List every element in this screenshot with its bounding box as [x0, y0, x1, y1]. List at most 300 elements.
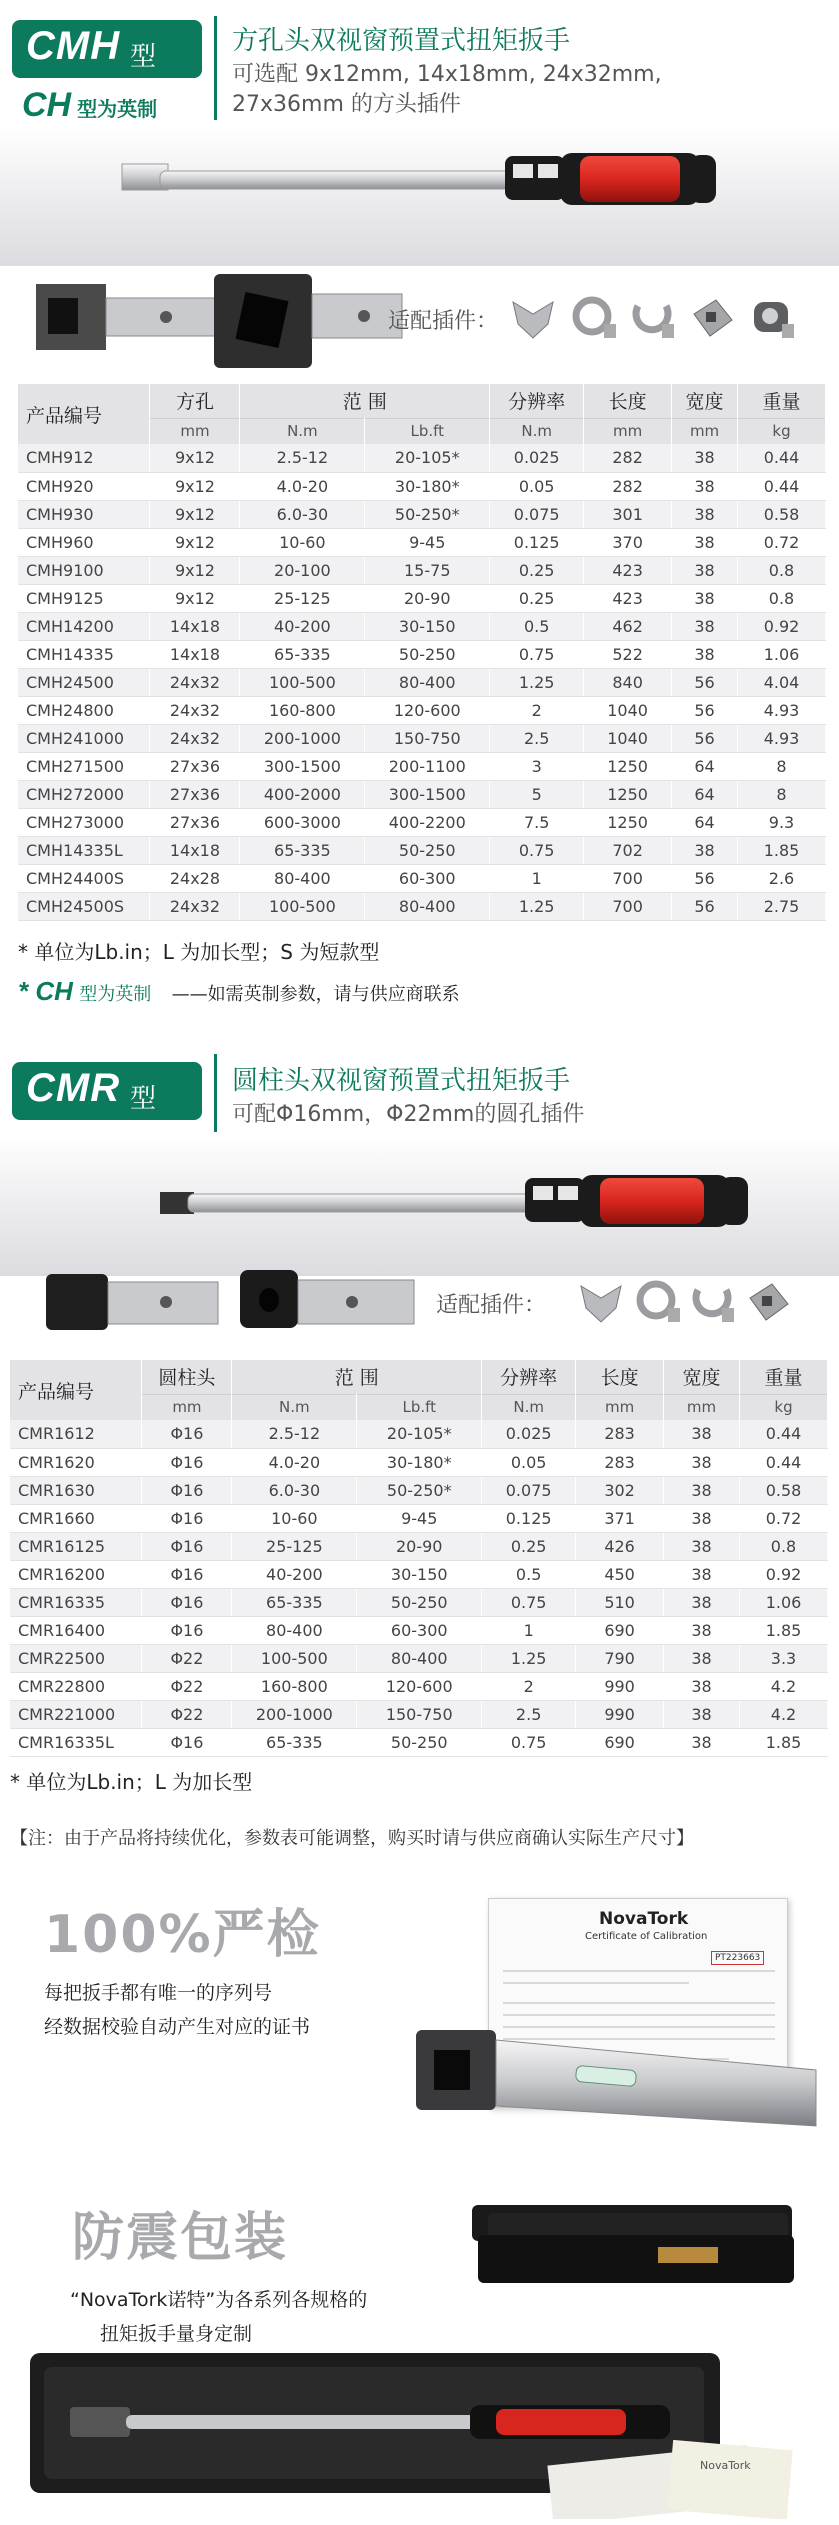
- table-cell: 100-500: [240, 668, 365, 696]
- table-cell: 423: [584, 556, 672, 584]
- table-cell: 80-400: [240, 864, 365, 892]
- table-cell: 0.44: [738, 472, 826, 500]
- table-cell: 38: [672, 836, 738, 864]
- model-cell: CMR16400: [10, 1616, 142, 1644]
- table-cell: 0.25: [490, 556, 584, 584]
- table-row: [18, 836, 826, 864]
- table-row: [18, 500, 826, 528]
- table-row: [10, 1560, 828, 1588]
- table-cell: 0.75: [490, 836, 584, 864]
- model-cell: CMR1630: [10, 1476, 142, 1504]
- table-cell: 38: [664, 1644, 740, 1672]
- model-cell: CMR1660: [10, 1504, 142, 1532]
- table-cell: 282: [584, 472, 672, 500]
- model-cell: CMH24500S: [18, 892, 150, 920]
- table-cell: 522: [584, 640, 672, 668]
- table-cell: 1.25: [482, 1644, 576, 1672]
- table-cell: 0.58: [740, 1476, 828, 1504]
- table-cell: 0.58: [738, 500, 826, 528]
- table-cell: 40-200: [240, 612, 365, 640]
- table-cell: 38: [672, 556, 738, 584]
- table-cell: 20-105*: [365, 444, 490, 472]
- table-cell: 9x12: [150, 444, 240, 472]
- table-cell: 25-125: [232, 1532, 357, 1560]
- table-row: [10, 1700, 828, 1728]
- table-cell: 50-250: [365, 640, 490, 668]
- table-cell: 64: [672, 752, 738, 780]
- table-row: [10, 1448, 828, 1476]
- table-row: [18, 612, 826, 640]
- table-cell: 4.04: [738, 668, 826, 696]
- table-cell: 56: [672, 724, 738, 752]
- table-cell: 370: [584, 528, 672, 556]
- model-cell: CMH272000: [18, 780, 150, 808]
- table-row: [18, 780, 826, 808]
- table-cell: Φ16: [142, 1476, 232, 1504]
- packaging-line-1: “NovaTork诺特”为各系列各规格的: [70, 2289, 368, 2311]
- table-cell: 990: [576, 1672, 664, 1700]
- cmr-section: [0, 1040, 839, 1800]
- table-row: [18, 752, 826, 780]
- table-cell: 690: [576, 1728, 664, 1756]
- table-cell: Φ16: [142, 1728, 232, 1756]
- table-cell: 2.5: [482, 1700, 576, 1728]
- ring-insert-icon: [568, 294, 618, 344]
- table-row: [18, 640, 826, 668]
- cmh-unit-note: * 单位为Lb.in；L 为加长型；S 为短款型: [18, 940, 380, 964]
- table-cell: 38: [664, 1700, 740, 1728]
- table-cell: 1250: [584, 780, 672, 808]
- model-cell: CMH14200: [18, 612, 150, 640]
- table-cell: 65-335: [240, 640, 365, 668]
- table-cell: 38: [664, 1560, 740, 1588]
- table-cell: 65-335: [240, 836, 365, 864]
- col-header-square-hole: 方孔: [150, 384, 240, 418]
- divider: [214, 16, 217, 120]
- table-cell: 38: [664, 1532, 740, 1560]
- packaging-line-2: 扭矩扳手量身定制: [100, 2323, 253, 2345]
- cmr-badge-code: CMR: [26, 1066, 121, 1110]
- cmh-section: [0, 0, 839, 980]
- model-cell: CMR22800: [10, 1672, 142, 1700]
- table-row: [18, 528, 826, 556]
- table-cell: 15-75: [365, 556, 490, 584]
- certificate-brand: NovaTork: [599, 1909, 689, 1929]
- table-cell: 56: [672, 864, 738, 892]
- table-cell: 0.44: [740, 1420, 828, 1448]
- table-cell: 65-335: [232, 1728, 357, 1756]
- table-cell: 160-800: [240, 696, 365, 724]
- table-cell: 40-200: [232, 1560, 357, 1588]
- table-row: [10, 1420, 828, 1448]
- table-row: [18, 444, 826, 472]
- table-cell: 0.75: [482, 1588, 576, 1616]
- table-cell: 690: [576, 1616, 664, 1644]
- closed-case-photo: [468, 2195, 798, 2325]
- col-header-length: 长度: [584, 384, 672, 418]
- table-cell: 790: [576, 1644, 664, 1672]
- table-cell: 38: [664, 1504, 740, 1532]
- table-cell: 56: [672, 892, 738, 920]
- cmh-badge-suffix: 型: [130, 42, 157, 72]
- model-cell: CMH271500: [18, 752, 150, 780]
- table-cell: 50-250: [357, 1588, 482, 1616]
- table-cell: 371: [576, 1504, 664, 1532]
- col-header-range: 范 围: [232, 1360, 482, 1394]
- table-cell: 1: [490, 864, 584, 892]
- table-cell: 20-90: [365, 584, 490, 612]
- table-row: [10, 1532, 828, 1560]
- model-cell: CMH24400S: [18, 864, 150, 892]
- divider: [214, 1054, 217, 1132]
- table-cell: 702: [584, 836, 672, 864]
- model-cell: CMH14335: [18, 640, 150, 668]
- unit-header: mm: [576, 1394, 664, 1420]
- ch-note-code: * CH: [18, 976, 73, 1006]
- table-cell: 1.85: [740, 1728, 828, 1756]
- cmh-wrench-photo: [0, 126, 839, 266]
- table-cell: 0.44: [738, 444, 826, 472]
- table-cell: 0.92: [740, 1560, 828, 1588]
- cmh-subtitle-1: 可选配 9x12mm, 14x18mm, 24x32mm,: [232, 62, 662, 87]
- unit-header: N.m: [490, 418, 584, 444]
- table-cell: 65-335: [232, 1588, 357, 1616]
- table-cell: 0.8: [738, 556, 826, 584]
- table-cell: 38: [672, 528, 738, 556]
- table-cell: 510: [576, 1588, 664, 1616]
- ratchet-insert-icon: [748, 294, 798, 344]
- table-row: [10, 1672, 828, 1700]
- cmh-badge: [12, 20, 202, 78]
- table-cell: 56: [672, 668, 738, 696]
- table-cell: 0.125: [482, 1504, 576, 1532]
- table-row: [18, 808, 826, 836]
- table-cell: Φ22: [142, 1700, 232, 1728]
- packaging-section: [0, 2195, 839, 2525]
- model-cell: CMR22500: [10, 1644, 142, 1672]
- table-cell: 200-1000: [240, 724, 365, 752]
- table-cell: 30-150: [357, 1560, 482, 1588]
- table-row: [18, 668, 826, 696]
- wrench-head-closeup: [396, 2010, 836, 2170]
- table-cell: Φ16: [142, 1560, 232, 1588]
- col-header-resolution: 分辨率: [490, 384, 584, 418]
- table-cell: 600-3000: [240, 808, 365, 836]
- table-cell: 38: [664, 1476, 740, 1504]
- table-cell: 9-45: [357, 1504, 482, 1532]
- ch-imperial-label: [22, 86, 157, 125]
- model-cell: CMR16335L: [10, 1728, 142, 1756]
- table-cell: 0.5: [490, 612, 584, 640]
- table-cell: 38: [672, 472, 738, 500]
- table-cell: 1040: [584, 696, 672, 724]
- table-cell: 0.92: [738, 612, 826, 640]
- cylinder-head-icon: [46, 1264, 226, 1344]
- table-cell: 0.025: [490, 444, 584, 472]
- table-cell: 24x32: [150, 724, 240, 752]
- cmr-subtitle: 可配Φ16mm，Φ22mm的圆孔插件: [232, 1102, 585, 1127]
- table-cell: 0.72: [740, 1504, 828, 1532]
- model-cell: CMH960: [18, 528, 150, 556]
- table-cell: Φ16: [142, 1504, 232, 1532]
- table-cell: 160-800: [232, 1672, 357, 1700]
- table-cell: 9.3: [738, 808, 826, 836]
- flare-nut-insert-icon: [628, 294, 678, 344]
- case-tag: NovaTork: [700, 2459, 751, 2472]
- table-cell: 2: [482, 1672, 576, 1700]
- table-cell: 2.5: [490, 724, 584, 752]
- unit-header: kg: [738, 418, 826, 444]
- table-cell: 426: [576, 1532, 664, 1560]
- table-cell: 14x18: [150, 640, 240, 668]
- table-cell: 301: [584, 500, 672, 528]
- cmr-unit-note: * 单位为Lb.in；L 为加长型: [10, 1770, 253, 1794]
- table-cell: 6.0-30: [232, 1476, 357, 1504]
- table-cell: 4.2: [740, 1700, 828, 1728]
- table-cell: 38: [672, 444, 738, 472]
- ch-imperial-note: [18, 976, 460, 1007]
- table-cell: 2.5-12: [240, 444, 365, 472]
- table-cell: 120-600: [365, 696, 490, 724]
- table-cell: 1.25: [490, 892, 584, 920]
- table-cell: 27x36: [150, 808, 240, 836]
- table-row: [10, 1616, 828, 1644]
- model-cell: CMH241000: [18, 724, 150, 752]
- table-cell: 38: [672, 500, 738, 528]
- col-header-cylinder-head: 圆柱头: [142, 1360, 232, 1394]
- table-cell: 14x18: [150, 612, 240, 640]
- model-cell: CMH24500: [18, 668, 150, 696]
- table-cell: 4.0-20: [232, 1448, 357, 1476]
- table-cell: 64: [672, 808, 738, 836]
- unit-header: Lb.ft: [365, 418, 490, 444]
- table-cell: 8: [738, 780, 826, 808]
- table-cell: 14x18: [150, 836, 240, 864]
- table-cell: 38: [664, 1448, 740, 1476]
- model-cell: CMH9125: [18, 584, 150, 612]
- table-cell: 2: [490, 696, 584, 724]
- disclaimer-note: 【注：由于产品将持续优化，参数表可能调整，购买时请与供应商确认实际生产尺寸】: [10, 1828, 694, 1849]
- table-cell: 24x28: [150, 864, 240, 892]
- cmh-badge-code: CMH: [26, 24, 121, 68]
- table-cell: 1: [482, 1616, 576, 1644]
- col-header-range: 范 围: [240, 384, 490, 418]
- table-cell: 1.06: [738, 640, 826, 668]
- col-header-resolution: 分辨率: [482, 1360, 576, 1394]
- open-end-insert-icon: [576, 1278, 626, 1328]
- ch-note-type: 型为英制: [79, 984, 152, 1005]
- table-cell: Φ22: [142, 1644, 232, 1672]
- table-cell: 50-250: [365, 836, 490, 864]
- table-cell: 2.75: [738, 892, 826, 920]
- table-cell: 200-1000: [232, 1700, 357, 1728]
- table-cell: 2.5-12: [232, 1420, 357, 1448]
- model-cell: CMH930: [18, 500, 150, 528]
- table-cell: 1.25: [490, 668, 584, 696]
- table-cell: 64: [672, 780, 738, 808]
- table-cell: 4.0-20: [240, 472, 365, 500]
- table-cell: 38: [664, 1588, 740, 1616]
- certificate-title: Certificate of Calibration: [585, 1931, 708, 1942]
- table-cell: 100-500: [232, 1644, 357, 1672]
- table-cell: 400-2200: [365, 808, 490, 836]
- table-cell: 60-300: [365, 864, 490, 892]
- table-cell: 150-750: [365, 724, 490, 752]
- inspection-line-2: 经数据校验自动产生对应的证书: [44, 2016, 311, 2038]
- table-cell: 7.5: [490, 808, 584, 836]
- table-cell: 50-250*: [365, 500, 490, 528]
- unit-header: mm: [584, 418, 672, 444]
- col-header-weight: 重量: [738, 384, 826, 418]
- table-row: [10, 1504, 828, 1532]
- inspection-title: 100%严检: [44, 1905, 321, 1965]
- table-cell: 400-2000: [240, 780, 365, 808]
- table-row: [10, 1476, 828, 1504]
- cmh-spec-table: [18, 384, 826, 921]
- table-cell: 5: [490, 780, 584, 808]
- table-cell: 6.0-30: [240, 500, 365, 528]
- col-header-weight: 重量: [740, 1360, 828, 1394]
- table-cell: 20-90: [357, 1532, 482, 1560]
- table-cell: 283: [576, 1448, 664, 1476]
- unit-header: mm: [150, 418, 240, 444]
- table-cell: 20-105*: [357, 1420, 482, 1448]
- table-row: [10, 1588, 828, 1616]
- table-cell: 1250: [584, 808, 672, 836]
- table-cell: 1.85: [738, 836, 826, 864]
- unit-header: mm: [672, 418, 738, 444]
- table-cell: 0.5: [482, 1560, 576, 1588]
- table-cell: 450: [576, 1560, 664, 1588]
- table-cell: 2.6: [738, 864, 826, 892]
- table-row: [18, 892, 826, 920]
- table-cell: 200-1100: [365, 752, 490, 780]
- col-header-width: 宽度: [672, 384, 738, 418]
- table-cell: 0.72: [738, 528, 826, 556]
- table-cell: Φ16: [142, 1588, 232, 1616]
- table-cell: 0.05: [490, 472, 584, 500]
- table-cell: Φ16: [142, 1532, 232, 1560]
- table-cell: 38: [664, 1420, 740, 1448]
- model-cell: CMR1612: [10, 1420, 142, 1448]
- table-cell: 38: [672, 584, 738, 612]
- model-cell: CMR1620: [10, 1448, 142, 1476]
- table-cell: 462: [584, 612, 672, 640]
- cmr-title: 圆柱头双视窗预置式扭矩扳手: [232, 1066, 571, 1096]
- square-head-icon: [36, 272, 236, 372]
- table-cell: 3: [490, 752, 584, 780]
- table-cell: Φ16: [142, 1616, 232, 1644]
- cmr-fit-label: 适配插件：: [436, 1293, 547, 1318]
- table-cell: Φ22: [142, 1672, 232, 1700]
- table-cell: 282: [584, 444, 672, 472]
- table-cell: 8: [738, 752, 826, 780]
- table-cell: 0.05: [482, 1448, 576, 1476]
- table-cell: 38: [672, 612, 738, 640]
- model-cell: CMH24800: [18, 696, 150, 724]
- open-case-photo: [30, 2349, 810, 2519]
- table-cell: 50-250*: [357, 1476, 482, 1504]
- table-cell: 0.75: [490, 640, 584, 668]
- unit-header: Lb.ft: [357, 1394, 482, 1420]
- table-cell: 0.025: [482, 1420, 576, 1448]
- table-cell: Φ16: [142, 1448, 232, 1476]
- table-cell: 150-750: [357, 1700, 482, 1728]
- table-row: [18, 584, 826, 612]
- table-cell: 30-180*: [365, 472, 490, 500]
- cylinder-socket-icon: [240, 1264, 420, 1344]
- square-socket-icon: [214, 268, 414, 378]
- table-cell: 0.8: [740, 1532, 828, 1560]
- table-cell: 0.75: [482, 1728, 576, 1756]
- table-cell: Φ16: [142, 1420, 232, 1448]
- square-drive-insert-icon: [744, 1278, 794, 1328]
- table-cell: 9x12: [150, 584, 240, 612]
- table-cell: 300-1500: [240, 752, 365, 780]
- table-cell: 9x12: [150, 472, 240, 500]
- table-row: [18, 696, 826, 724]
- model-cell: CMR16125: [10, 1532, 142, 1560]
- ring-insert-icon: [632, 1278, 682, 1328]
- table-row: [18, 724, 826, 752]
- table-cell: 0.075: [490, 500, 584, 528]
- table-cell: 840: [584, 668, 672, 696]
- table-row: [10, 1728, 828, 1756]
- unit-header: N.m: [240, 418, 365, 444]
- table-cell: 80-400: [232, 1616, 357, 1644]
- table-cell: 9x12: [150, 556, 240, 584]
- table-cell: 0.075: [482, 1476, 576, 1504]
- unit-header: N.m: [482, 1394, 576, 1420]
- table-cell: 24x32: [150, 668, 240, 696]
- table-cell: 700: [584, 864, 672, 892]
- ch-text: 型为英制: [77, 97, 158, 121]
- table-cell: 24x32: [150, 696, 240, 724]
- table-cell: 30-150: [365, 612, 490, 640]
- cmh-subtitle-2: 27x36mm 的方头插件: [232, 92, 461, 117]
- model-cell: CMR16200: [10, 1560, 142, 1588]
- table-cell: 10-60: [232, 1504, 357, 1532]
- table-cell: 302: [576, 1476, 664, 1504]
- table-cell: 38: [664, 1728, 740, 1756]
- ch-note-text: ——如需英制参数，请与供应商联系: [171, 984, 460, 1005]
- table-cell: 4.2: [740, 1672, 828, 1700]
- table-cell: 0.25: [490, 584, 584, 612]
- table-cell: 38: [672, 640, 738, 668]
- col-header-model: 产品编号: [18, 384, 150, 444]
- table-cell: 3.3: [740, 1644, 828, 1672]
- table-cell: 4.93: [738, 724, 826, 752]
- table-cell: 0.125: [490, 528, 584, 556]
- unit-header: kg: [740, 1394, 828, 1420]
- table-row: [18, 472, 826, 500]
- cmr-spec-table: [10, 1360, 828, 1757]
- table-cell: 9x12: [150, 500, 240, 528]
- flare-nut-insert-icon: [688, 1278, 738, 1328]
- table-cell: 1.85: [740, 1616, 828, 1644]
- table-cell: 300-1500: [365, 780, 490, 808]
- table-cell: 100-500: [240, 892, 365, 920]
- unit-header: N.m: [232, 1394, 357, 1420]
- table-row: [18, 556, 826, 584]
- table-cell: 80-400: [365, 892, 490, 920]
- table-cell: 38: [664, 1616, 740, 1644]
- table-cell: 27x36: [150, 752, 240, 780]
- table-cell: 120-600: [357, 1672, 482, 1700]
- model-cell: CMR221000: [10, 1700, 142, 1728]
- certificate-serial: PT223663: [711, 1951, 764, 1965]
- table-cell: 4.93: [738, 696, 826, 724]
